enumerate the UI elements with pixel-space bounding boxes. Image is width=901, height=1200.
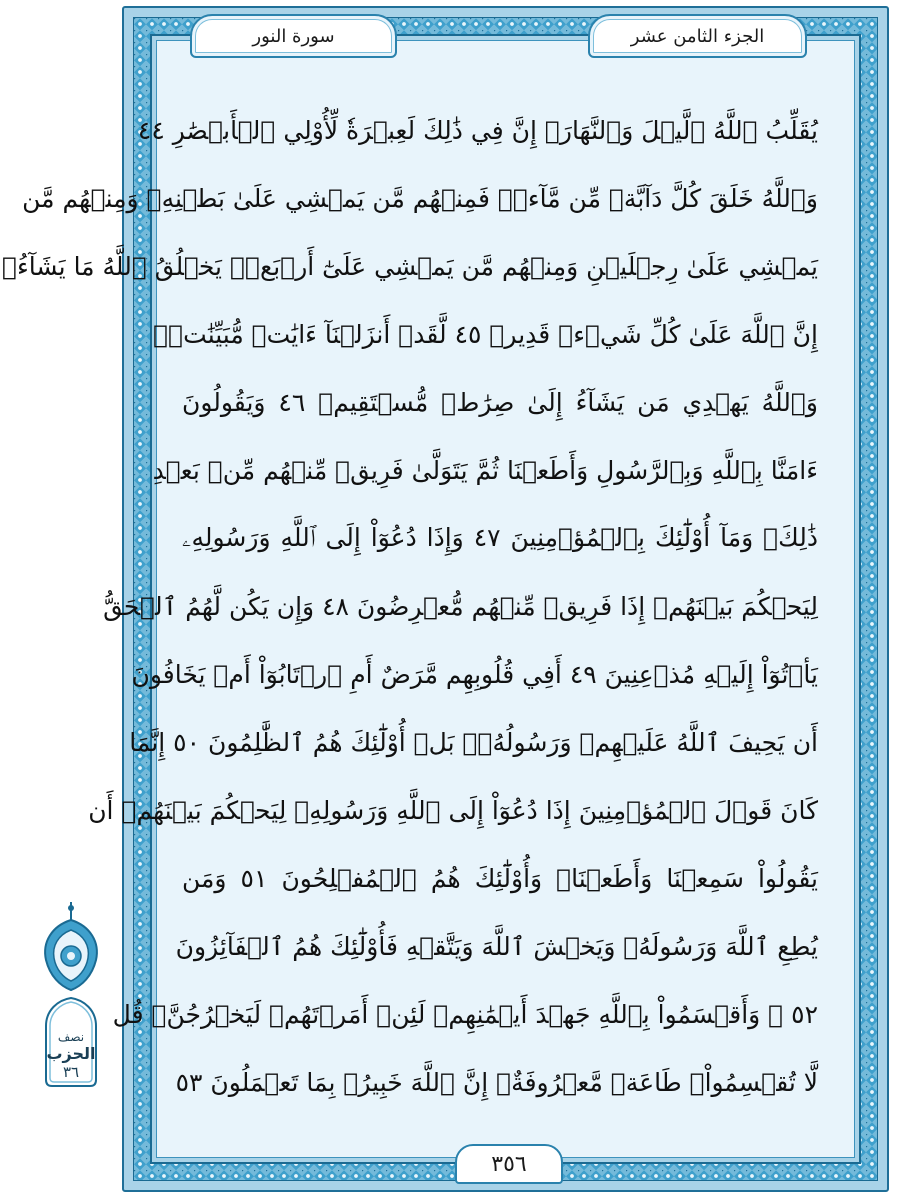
juz-name-header: [588, 14, 807, 58]
text-line-7: ذَٰلِكَۚ وَمَآ أُوْلَٰٓئِكَ بِٱلۡمُؤۡمِنِينَ ٤٧ وَإِذَا دُعُوٓاْ إِلَى ٱللَّهِ وَرَسُولِهِۦ: [182, 523, 818, 552]
page-number-text: ٣٥٦: [491, 1151, 527, 1177]
hizb-label: الحزب: [46, 1044, 96, 1063]
surah-name-header: [190, 14, 397, 58]
text-line-4: إِنَّ ٱللَّهَ عَلَىٰ كُلِّ شَيۡءٖ قَدِيرٞ ٤٥ لَّقَدۡ أَنزَلۡنَآ ءَايَٰتٖ مُّبَيِّنَٰتٖۚ: [153, 319, 818, 349]
text-line-1: يُقَلِّبُ ٱللَّهُ ٱلَّيۡلَ وَٱلنَّهَارَۚ إِنَّ فِي ذَٰلِكَ لَعِبۡرَةٗ لِّأُوْلِي ٱلۡأَبۡصَٰرِ ٤٤: [137, 115, 818, 145]
text-line-12: يَقُولُواْ سَمِعۡنَا وَأَطَعۡنَاۚ وَأُوْلَٰٓئِكَ هُمُ ٱلۡمُفۡلِحُونَ ٥١ وَمَن: [182, 863, 818, 893]
text-line-14: ٥٢ ۞ وَأَقۡسَمُواْ بِٱللَّهِ جَهۡدَ أَيۡمَٰنِهِمۡ لَئِنۡ أَمَرۡتَهُمۡ لَيَخۡرُجُنَّۖ قُل: [112, 999, 818, 1029]
hizb-number: ٣٦: [62, 1063, 80, 1081]
surah-name: سورة النور: [252, 25, 335, 47]
hizb-marker: [41, 1030, 101, 1081]
juz-name: الجزء الثامن عشر: [630, 25, 765, 47]
text-line-6: ءَامَنَّا بِٱللَّهِ وَبِٱلرَّسُولِ وَأَطَعۡنَا ثُمَّ يَتَوَلَّىٰ فَرِيقٞ مِّنۡهُم مِّنۢ بَعۡدِ: [152, 455, 818, 485]
page-number: [455, 1144, 563, 1184]
text-line-11: كَانَ قَوۡلَ ٱلۡمُؤۡمِنِينَ إِذَا دُعُوٓاْ إِلَى ٱللَّهِ وَرَسُولِهِۦ لِيَحۡكُمَ بَيۡنَهُمۡ أَن: [88, 795, 818, 825]
text-line-2: وَٱللَّهُ خَلَقَ كُلَّ دَآبَّةٖ مِّن مَّآءٖۖ فَمِنۡهُم مَّن يَمۡشِي عَلَىٰ بَطۡنِهِۦ وَمِنۡهُم مَّن: [22, 183, 818, 213]
text-line-10: أَن يَحِيفَ ٱللَّهُ عَلَيۡهِمۡ وَرَسُولُهُۥۚ بَلۡ أُوْلَٰٓئِكَ هُمُ ٱلظَّٰلِمُونَ ٥٠ إِنَّمَا: [129, 727, 818, 757]
text-line-13: يُطِعِ ٱللَّهَ وَرَسُولَهُۥ وَيَخۡشَ ٱللَّهَ وَيَتَّقۡهِ فَأُوْلَٰٓئِكَ هُمُ ٱلۡفَآئِزُونَ: [175, 931, 818, 961]
text-line-9: يَأۡتُوٓاْ إِلَيۡهِ مُذۡعِنِينَ ٤٩ أَفِي قُلُوبِهِم مَّرَضٌ أَمِ ٱرۡتَابُوٓاْ أَمۡ يَخَافُونَ: [131, 659, 818, 689]
text-line-5: وَٱللَّهُ يَهۡدِي مَن يَشَآءُ إِلَىٰ صِرَٰطٖ مُّسۡتَقِيمٖ ٤٦ وَيَقُولُونَ: [182, 387, 818, 417]
text-line-15: لَّا تُقۡسِمُواْۖ طَاعَةٞ مَّعۡرُوفَةٌۚ إِنَّ ٱللَّهَ خَبِيرُۢ بِمَا تَعۡمَلُونَ ٥٣: [175, 1067, 818, 1097]
hizb-half-label: نصف: [57, 1030, 85, 1044]
text-line-8: لِيَحۡكُمَ بَيۡنَهُمۡ إِذَا فَرِيقٞ مِّنۡهُم مُّعۡرِضُونَ ٤٨ وَإِن يَكُن لَّهُمُ ٱلۡحَقُّ: [103, 591, 818, 621]
text-line-3: يَمۡشِي عَلَىٰ رِجۡلَيۡنِ وَمِنۡهُم مَّن يَمۡشِي عَلَىٰٓ أَرۡبَعٖۚ يَخۡلُقُ ٱللَّهُ مَا يَشَآءُۚ: [1, 251, 818, 281]
